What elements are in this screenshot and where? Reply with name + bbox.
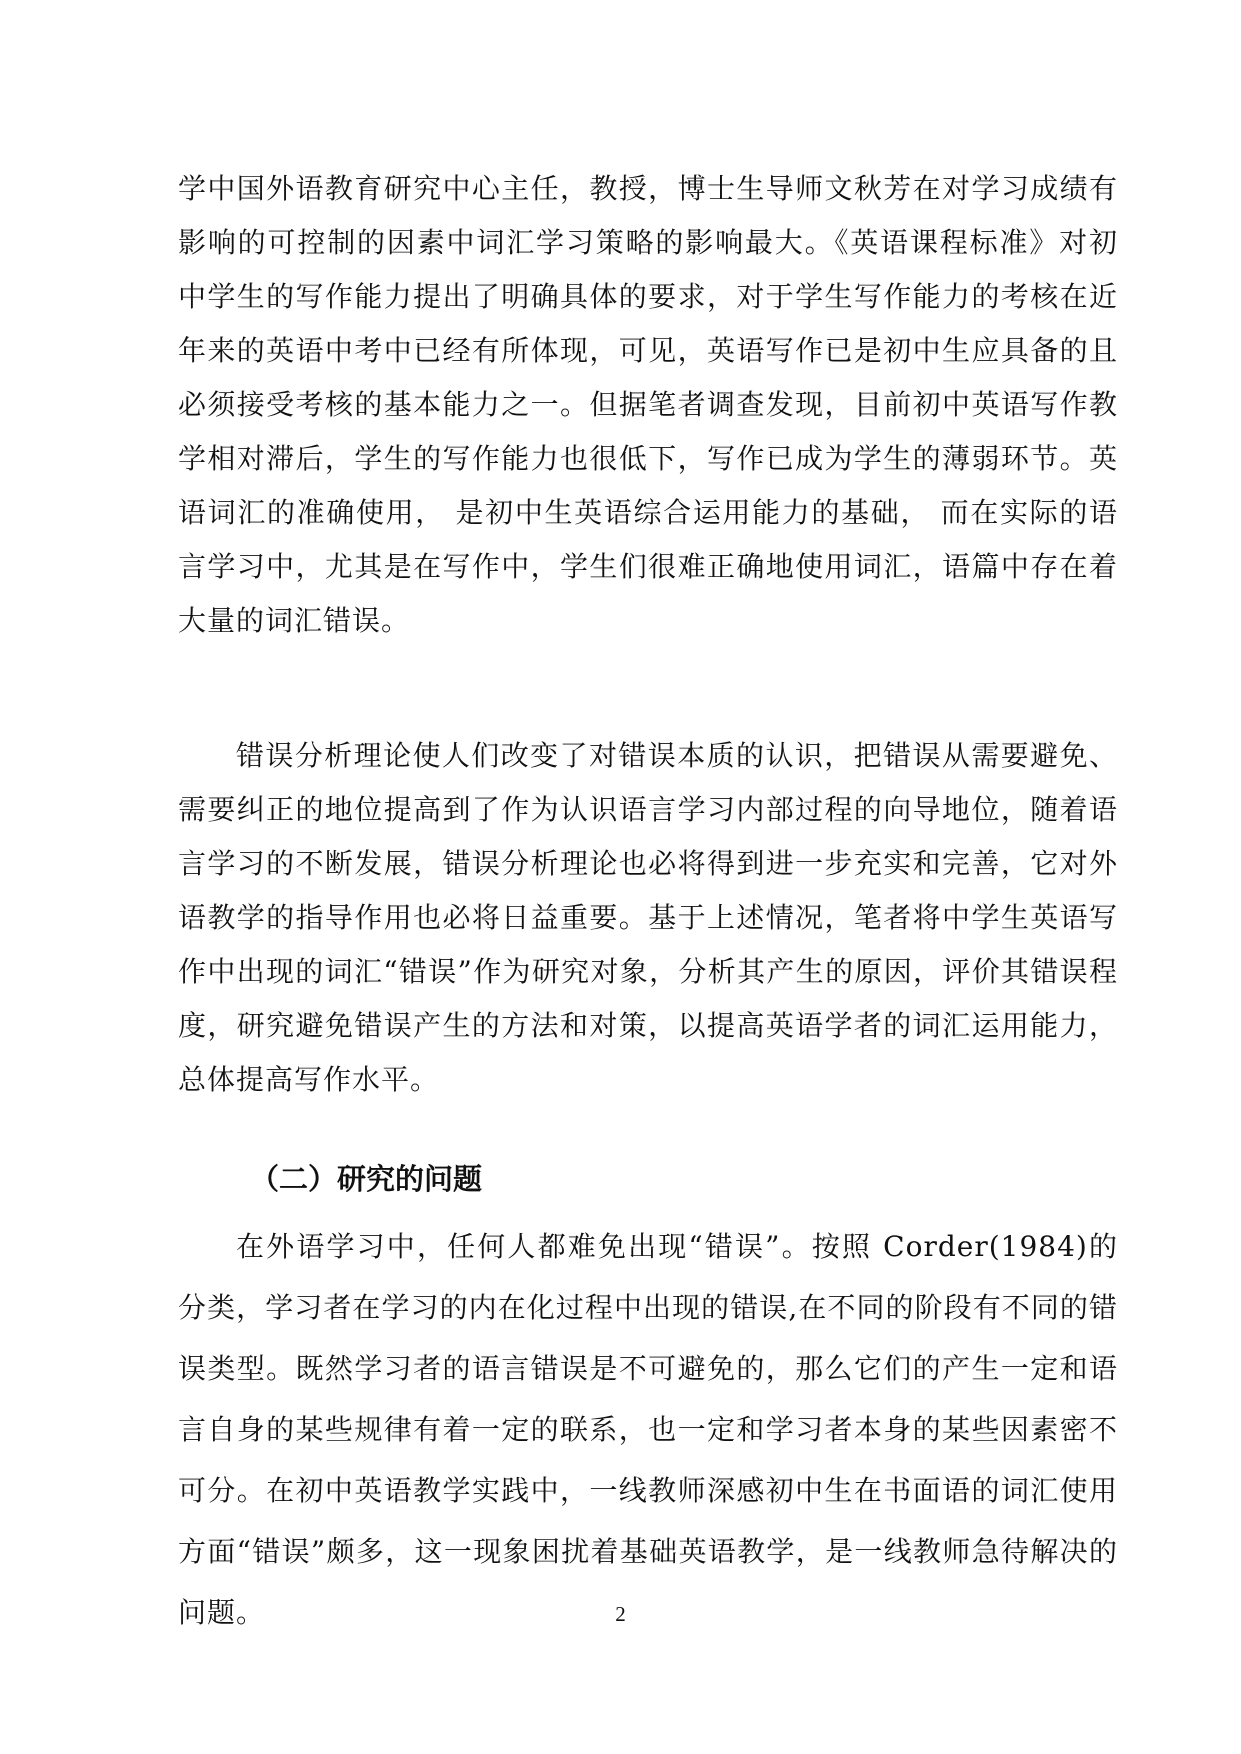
page-number: 2 <box>615 1602 626 1626</box>
body-paragraph-continuation: 学中国外语教育研究中心主任，教授，博士生导师文秋芳在对学习成绩有影响的可控制的因素中词汇学习策略的影响最大。《英语课程标准》对初中学生的写作能力提出了明确具体的要求，对于学生写作能力的考核在近年来的英语中考中已经有所体现，可见，英语写作已是初中生应具备的且必须接受考核的基本能力之一。但据笔者调查发现，目前初中英语写作教学相对滞后，学生的写作能力也很低下，写作已成为学生的薄弱环节。英语词汇的准确使用， 是初中生英语综合运用能力的基础， 而在实际的语言学习中，尤其是在写作中，学生们很难正确地使用词汇，语篇中存在着大量的词汇错误。 <box>178 172 1118 637</box>
body-paragraph-research-question: 在外语学习中，任何人都难免出现“错误”。按照 Corder(1984)的分类，学习者在学习的内在化过程中出现的错误,在不同的阶段有不同的错误类型。既然学习者的语言错误是不可避免的，那么它们的产生一定和语言自身的某些规律有着一定的联系，也一定和学习者本身的某些因素密不可分。在初中英语教学实践中，一线教师深感初中生在书面语的词汇使用方面“错误”颇多，这一现象困扰着基础英语教学，是一线教师急待解决的问题。 <box>178 1230 1118 1629</box>
section-heading: （二）研究的问题 <box>250 1162 483 1196</box>
body-paragraph-error-analysis: 错误分析理论使人们改变了对错误本质的认识，把错误从需要避免、需要纠正的地位提高到了作为认识语言学习内部过程的向导地位，随着语言学习的不断发展，错误分析理论也必将得到进一步充实和完善，它对外语教学的指导作用也必将日益重要。基于上述情况，笔者将中学生英语写作中出现的词汇“错误”作为研究对象，分析其产生的原因，评价其错误程度，研究避免错误产生的方法和对策，以提高英语学者的词汇运用能力，总体提高写作水平。 <box>178 739 1118 1096</box>
